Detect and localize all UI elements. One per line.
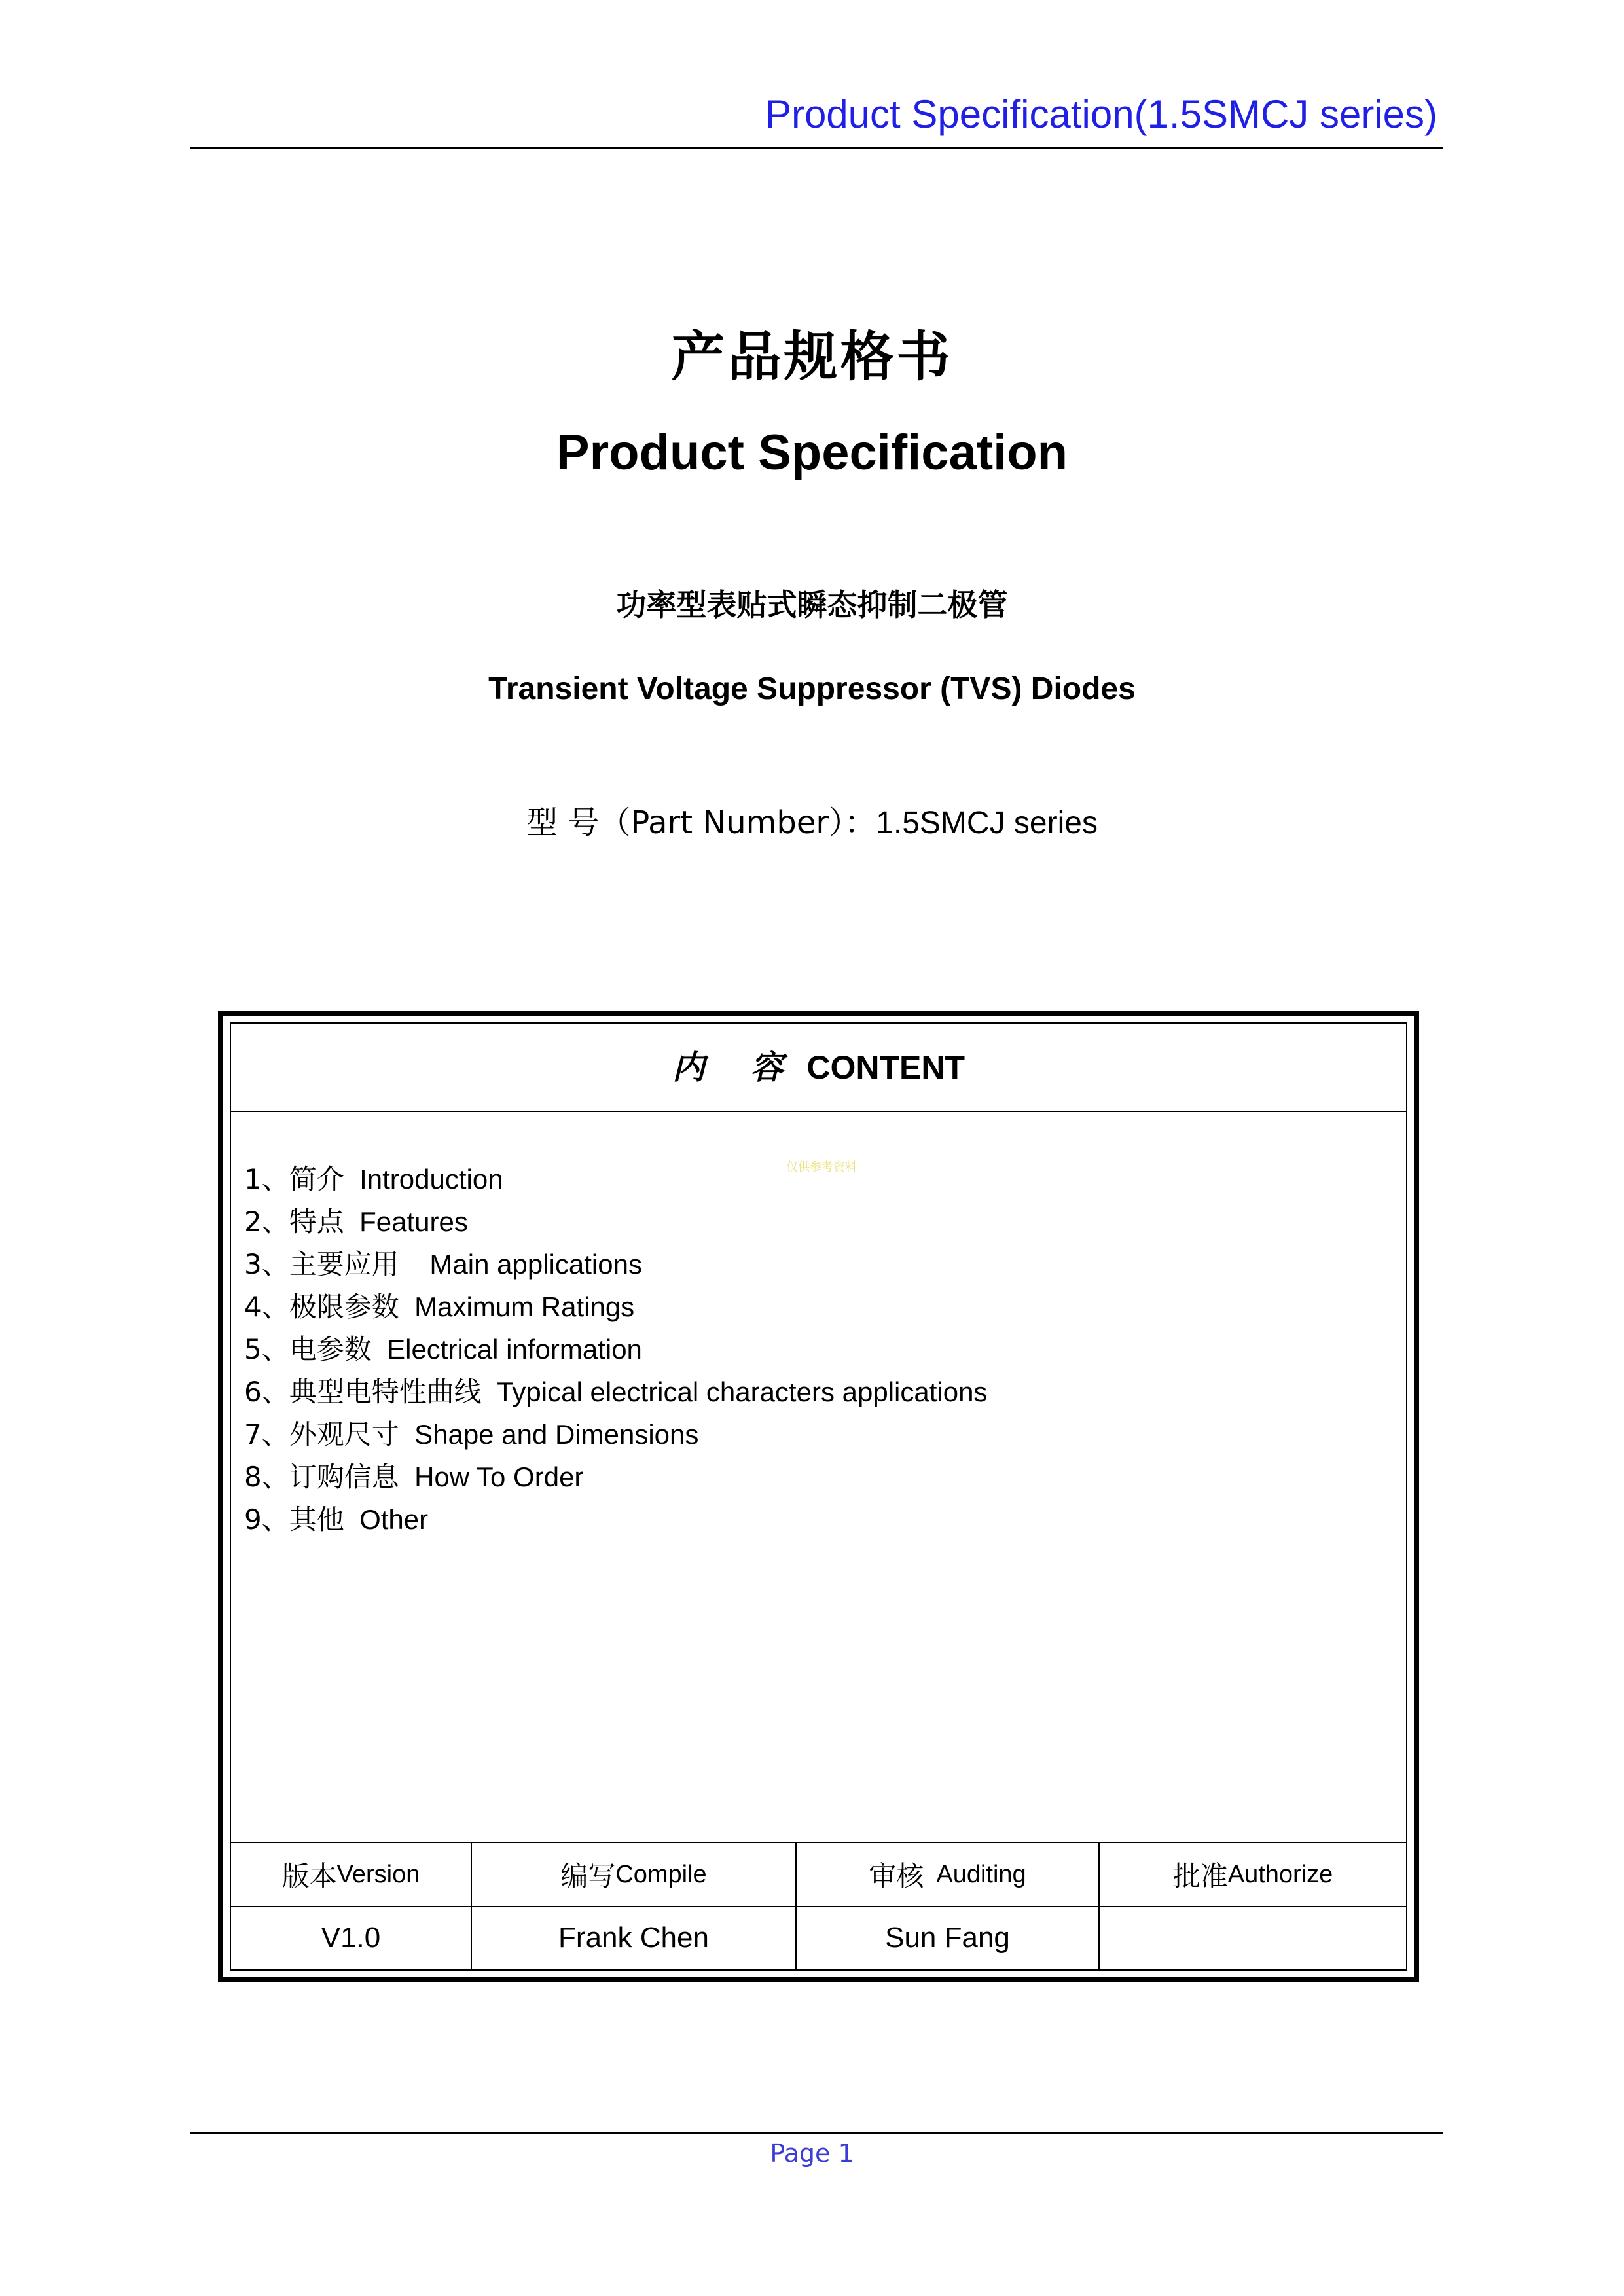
toc-item-en: Introduction: [359, 1164, 503, 1194]
toc-item: [244, 1456, 987, 1498]
footer-divider: [190, 2132, 1443, 2134]
product-type-cn: 功率型表贴式瞬态抑制二极管: [616, 587, 1008, 622]
auditor-value: Sun Fang: [795, 1906, 1098, 1969]
toc-item-cn: 电参数: [289, 1333, 372, 1365]
content-heading: [231, 1024, 1406, 1112]
toc-item-cn: 特点: [289, 1206, 344, 1238]
toc-item-cn: 极限参数: [289, 1291, 399, 1323]
toc-item-number: 9、: [244, 1503, 289, 1535]
toc-item: [244, 1285, 987, 1328]
toc-item-number: 5、: [244, 1333, 289, 1365]
toc-item-number: 1、: [244, 1163, 289, 1195]
toc-item-cn: 外观尺寸: [289, 1418, 399, 1450]
toc-item: [244, 1371, 987, 1413]
toc-item-en: How To Order: [414, 1462, 584, 1492]
toc-item-en: Maximum Ratings: [414, 1291, 635, 1322]
header-auditing: [795, 1843, 1098, 1906]
toc-item-cn: 主要应用: [289, 1248, 399, 1280]
authorizer-value: [1098, 1906, 1406, 1969]
document-title-en: Product Specification: [556, 425, 1068, 480]
content-heading-cn: 内 容: [672, 1048, 801, 1086]
toc-item-number: 4、: [244, 1291, 289, 1323]
header-en-label: Authorize: [1227, 1860, 1333, 1888]
product-type-en: Transient Voltage Suppressor (TVS) Diodes: [488, 672, 1136, 706]
content-heading-en: CONTENT: [806, 1049, 965, 1086]
header-en-label: Version: [336, 1860, 420, 1888]
toc-item-en: Shape and Dimensions: [414, 1419, 699, 1450]
toc-item-number: 3、: [244, 1248, 289, 1280]
approval-table: [231, 1842, 1406, 1969]
header-authorize: [1098, 1843, 1406, 1906]
content-box: [218, 1011, 1419, 1982]
toc-item-en: Other: [359, 1504, 429, 1535]
toc-item-en: Electrical information: [387, 1334, 642, 1365]
toc-item-en: Main applications: [422, 1249, 642, 1280]
toc-item-cn: 其他: [289, 1503, 344, 1535]
toc-item-en: Typical electrical characters applications: [497, 1376, 988, 1407]
compiler-value: Frank Chen: [471, 1906, 795, 1969]
toc-item-number: 7、: [244, 1418, 289, 1450]
header-version: [231, 1843, 471, 1906]
header-divider: [190, 147, 1443, 149]
toc-item: [244, 1498, 987, 1541]
toc-item: [244, 1328, 987, 1371]
toc-item: [244, 1243, 987, 1285]
header-cn-label: 审核: [869, 1860, 924, 1892]
toc-item-en: Features: [359, 1206, 468, 1237]
toc-item-number: 2、: [244, 1206, 289, 1238]
toc-item-cn: 订购信息: [289, 1461, 399, 1493]
toc-item: [244, 1158, 987, 1200]
toc-item: [244, 1200, 987, 1243]
document-title-cn: 产品规格书: [671, 325, 953, 388]
header-cn-label: 批准: [1172, 1860, 1228, 1892]
header-cn-label: 版本: [281, 1860, 337, 1892]
header-compile: [471, 1843, 795, 1906]
page-number: Page 1: [770, 2139, 854, 2168]
header-cn-label: 编写: [560, 1860, 616, 1892]
toc-item-number: 8、: [244, 1461, 289, 1493]
header-title: Product Specification(1.5SMCJ series): [765, 92, 1437, 136]
part-number-line: [0, 797, 1624, 842]
toc-item-cn: 简介: [289, 1163, 344, 1195]
version-value: V1.0: [321, 1921, 381, 1954]
toc-item-number: 6、: [244, 1376, 289, 1408]
watermark-text: 仅供参考资料: [786, 1160, 857, 1174]
toc-item-cn: 典型电特性曲线: [289, 1376, 482, 1408]
approval-header-row: [231, 1843, 1406, 1907]
header-en-label: Compile: [615, 1860, 707, 1888]
part-number-value: 1.5SMCJ series: [876, 806, 1098, 840]
header-en-label: Auditing: [924, 1860, 1026, 1888]
table-of-contents: [244, 1158, 987, 1541]
toc-item: [244, 1413, 987, 1456]
content-box-inner: [230, 1022, 1407, 1971]
part-number-label: 型 号（Part Number）：: [526, 804, 876, 841]
approval-value-row: [231, 1906, 1406, 1969]
